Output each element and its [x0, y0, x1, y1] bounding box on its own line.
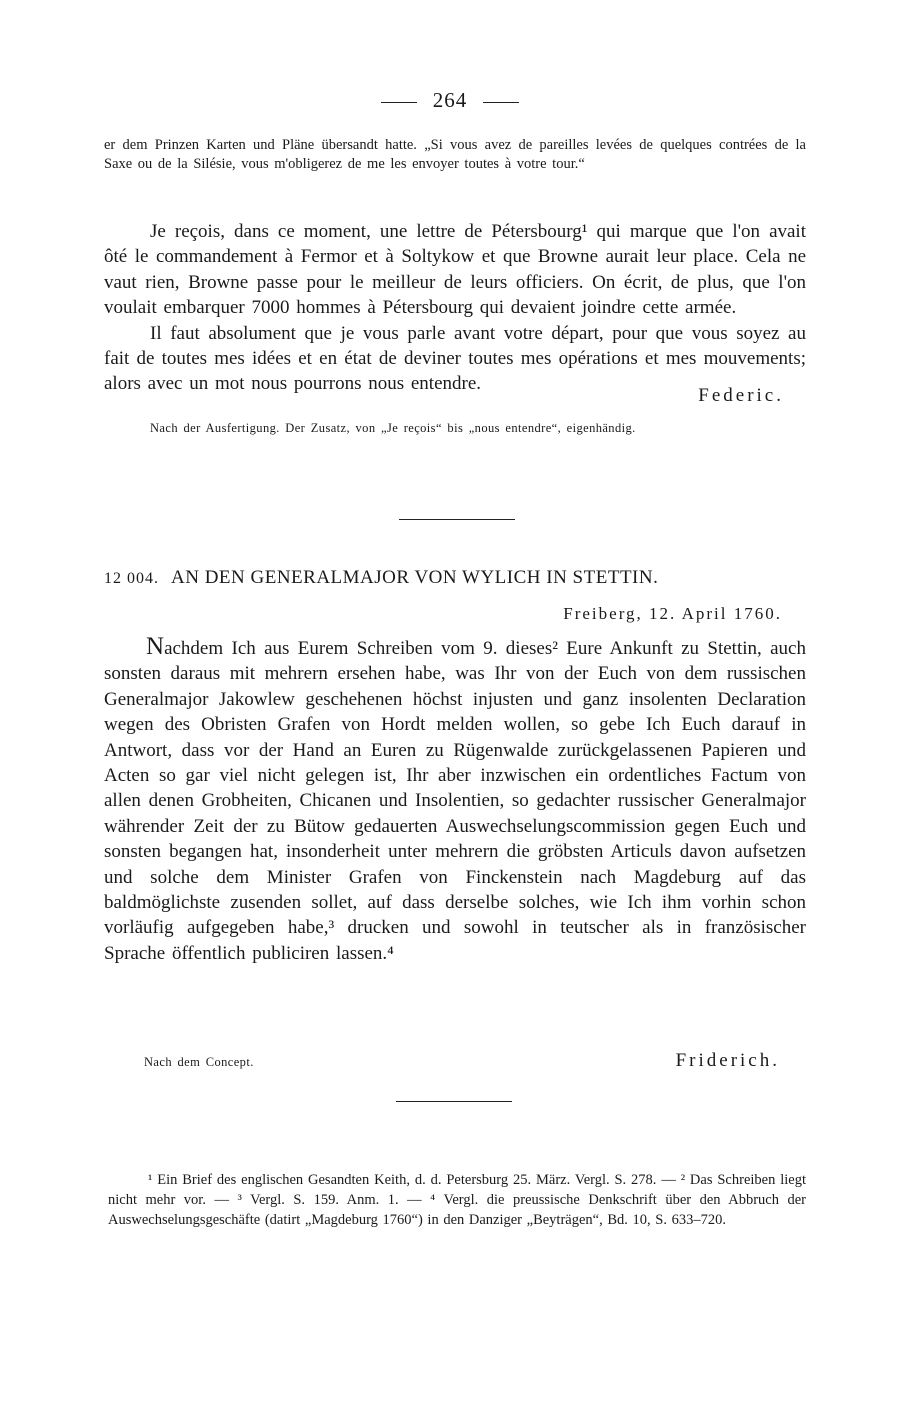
- initial-letter: N: [146, 633, 165, 660]
- section-divider: [399, 519, 515, 520]
- page-number-header: [0, 88, 900, 113]
- signature-friderich: Friderich.: [675, 1050, 780, 1071]
- postscript-source-note: Nach der Ausfertigung. Der Zusatz, von „Je reçois“ bis „nous entendre“, eigenhändig.: [150, 420, 636, 435]
- footnote-divider: [396, 1101, 512, 1102]
- header-rule-left: [381, 102, 417, 103]
- letter-number: 12 004.: [104, 570, 159, 587]
- header-rule-right: [483, 102, 519, 103]
- letter-closing: [104, 1050, 806, 1072]
- letter-source-note: Nach dem Concept.: [144, 1055, 254, 1069]
- page-number: 264: [432, 88, 468, 112]
- footnotes: [108, 1170, 806, 1230]
- postscript-paragraph-1: Je reçois, dans ce moment, une lettre de Pétersbourg¹ qui marque que l'on avait ôté le commandement à Fermor et à Soltykow et que Browne aurait leur place. Cela ne vaut rien, Browne passe pour le meilleur de leurs officiers. On écrit, de plus, que l'on voulait embarquer 7000 hommes à Pétersbourg qui devaient joindre cette armée.: [104, 221, 806, 319]
- letter-body-text: achdem Ich aus Eurem Schreiben vom 9. dieses² Eure Ankunft zu Stettin, auch sonsten daraus mit mehrern ersehen habe, was Ihr von der Euch von dem russischen Generalmajor Jakowlew geschehenen höchst injusten und ganz insolenten Declaration wegen des Obristen Grafen von Hordt melden wollen, so gebe Ich Euch darauf in Antwort, dass vor der Hand an Euren zu Rügenwalde zurückgelassenen Papieren und Acten so gar viel nicht gelegen ist, Ihr aber inzwischen ein ordentliches Factum von allen denen Grobheiten, Chicanen und Insolentien, so gedachter russischer Generalmajor währender Zeit der zu Bütow gedauerten Auswechselungscommission gegen Euch und sonsten begangen hat, insonderheit unter mehrern die gröbsten Articuls davon aufsetzen und solche dem Minister Grafen von Finckenstein nach Magdeburg auf das baldmöglichste zusenden sollet, auf dass derselbe solches, wie Ich ihm vorhin schon vorläufig aufgegeben habe,³ drucken und sowohl in teutscher als in französischer Sprache öffentlich publiciren lassen.⁴: [104, 638, 806, 964]
- continuation-text: er dem Prinzen Karten und Pläne übersandt hatte. „Si vous avez de pareilles levées de quelques contrées de la Saxe ou de la Silésie, vous m'obligerez de me les envoyer toutes à votre tour.“: [104, 137, 806, 172]
- letter-dateline: Freiberg, 12. April 1760.: [563, 604, 782, 623]
- letter-title: AN DEN GENERALMAJOR VON WYLICH IN STETTIN.: [171, 567, 659, 588]
- letter-body: [104, 634, 806, 966]
- letter-body-block: [104, 634, 806, 966]
- signature-federic: Federic.: [698, 384, 784, 406]
- postscript-paragraph-2: Il faut absolument que je vous parle avant votre départ, pour que vous soyez au fait de toutes mes idées et en état de deviner toutes mes opérations et mes mouvements; alors avec un mot nous pourrons nous entendre.: [104, 322, 806, 395]
- continuation-block: [104, 136, 806, 174]
- postscript-block: [104, 219, 806, 436]
- letter-heading: [104, 567, 806, 589]
- footnotes-text: ¹ Ein Brief des englischen Gesandten Keith, d. d. Petersburg 25. März. Vergl. S. 278. — ² Das Schreiben liegt nicht mehr vor. — ³ Vergl. S. 159. Anm. 1. — ⁴ Vergl. die preussische Denkschrift über den Abbruch der Auswechselungsgeschäfte (datirt „Magdeburg 1760“) in den Danziger „Beyträgen“, Bd. 10, S. 633–720.: [108, 1172, 806, 1228]
